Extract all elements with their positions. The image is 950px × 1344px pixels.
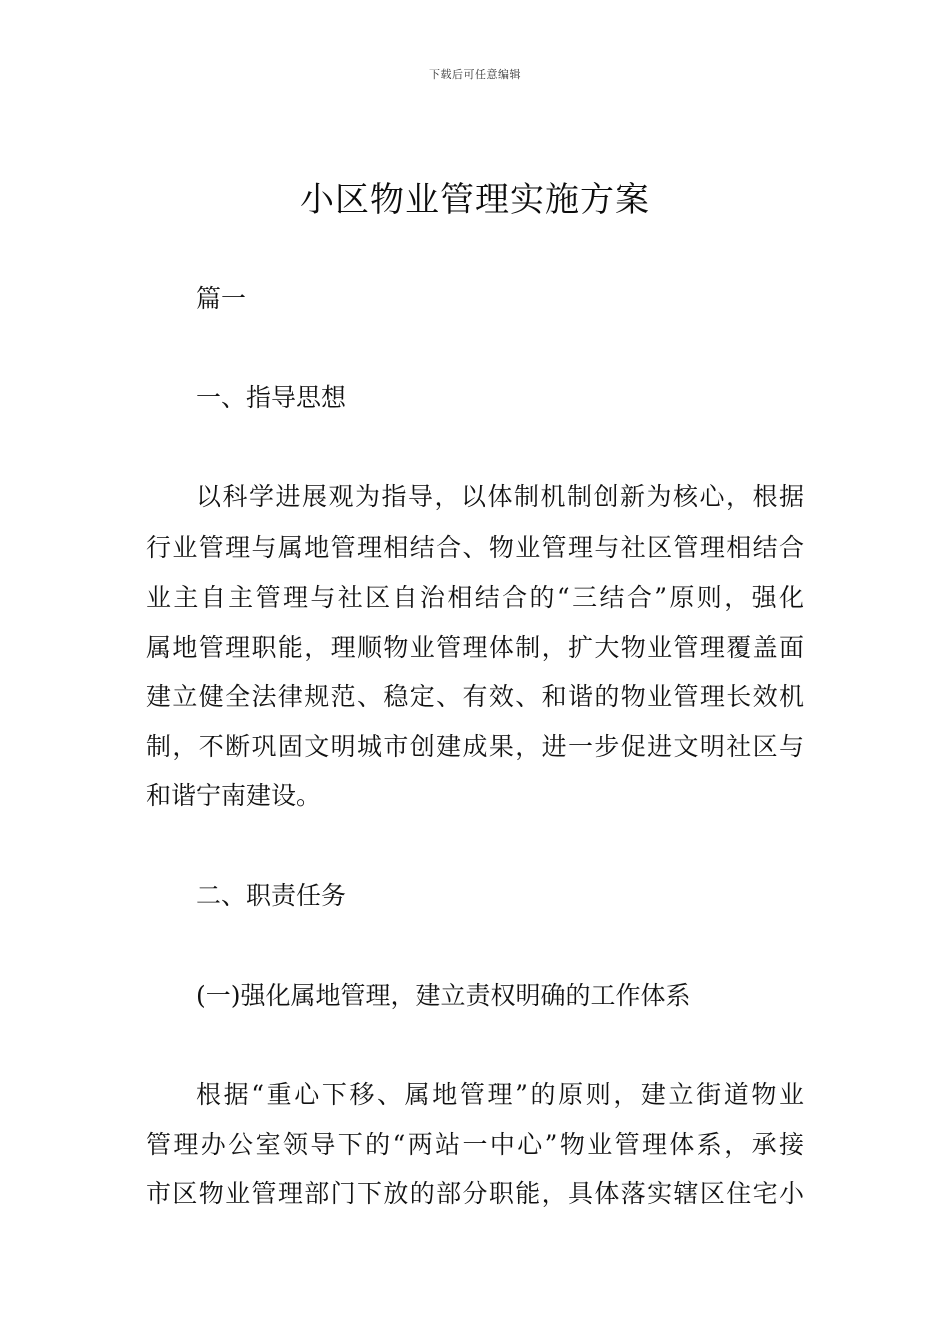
paragraph-line: 根据“重心下移、属地管理”的原则，建立街道物业 — [196, 1080, 804, 1109]
paragraph-line: 属地管理职能，理顺物业管理体制，扩大物业管理覆盖面 — [146, 633, 804, 662]
paragraph-line: 和谐宁南建设。 — [146, 781, 322, 810]
section-heading-guiding-thought: 一、指导思想 — [196, 383, 347, 412]
subsection-heading: (一)强化属地管理，建立责权明确的工作体系 — [196, 981, 691, 1010]
paragraph-line: 以科学进展观为指导，以体制机制创新为核心，根据 — [196, 482, 804, 511]
paragraph-line: 建立健全法律规范、稳定、有效、和谐的物业管理长效机 — [146, 682, 804, 711]
paragraph-line: 制，不断巩固文明城市创建成果，进一步促进文明社区与 — [146, 732, 804, 761]
paragraph-line: 管理办公室领导下的“两站一中心”物业管理体系，承接 — [146, 1130, 804, 1159]
paragraph-line: 市区物业管理部门下放的部分职能，具体落实辖区住宅小 — [146, 1179, 804, 1208]
document-title: 小区物业管理实施方案 — [300, 180, 650, 220]
paragraph-line: 业主自主管理与社区自治相结合的“三结合”原则，强化 — [146, 583, 804, 612]
part-label: 篇一 — [196, 284, 247, 313]
paragraph-line: 行业管理与属地管理相结合、物业管理与社区管理相结合 — [146, 533, 804, 562]
section-heading-duties: 二、职责任务 — [196, 881, 347, 910]
header-note: 下载后可任意编辑 — [429, 68, 521, 81]
